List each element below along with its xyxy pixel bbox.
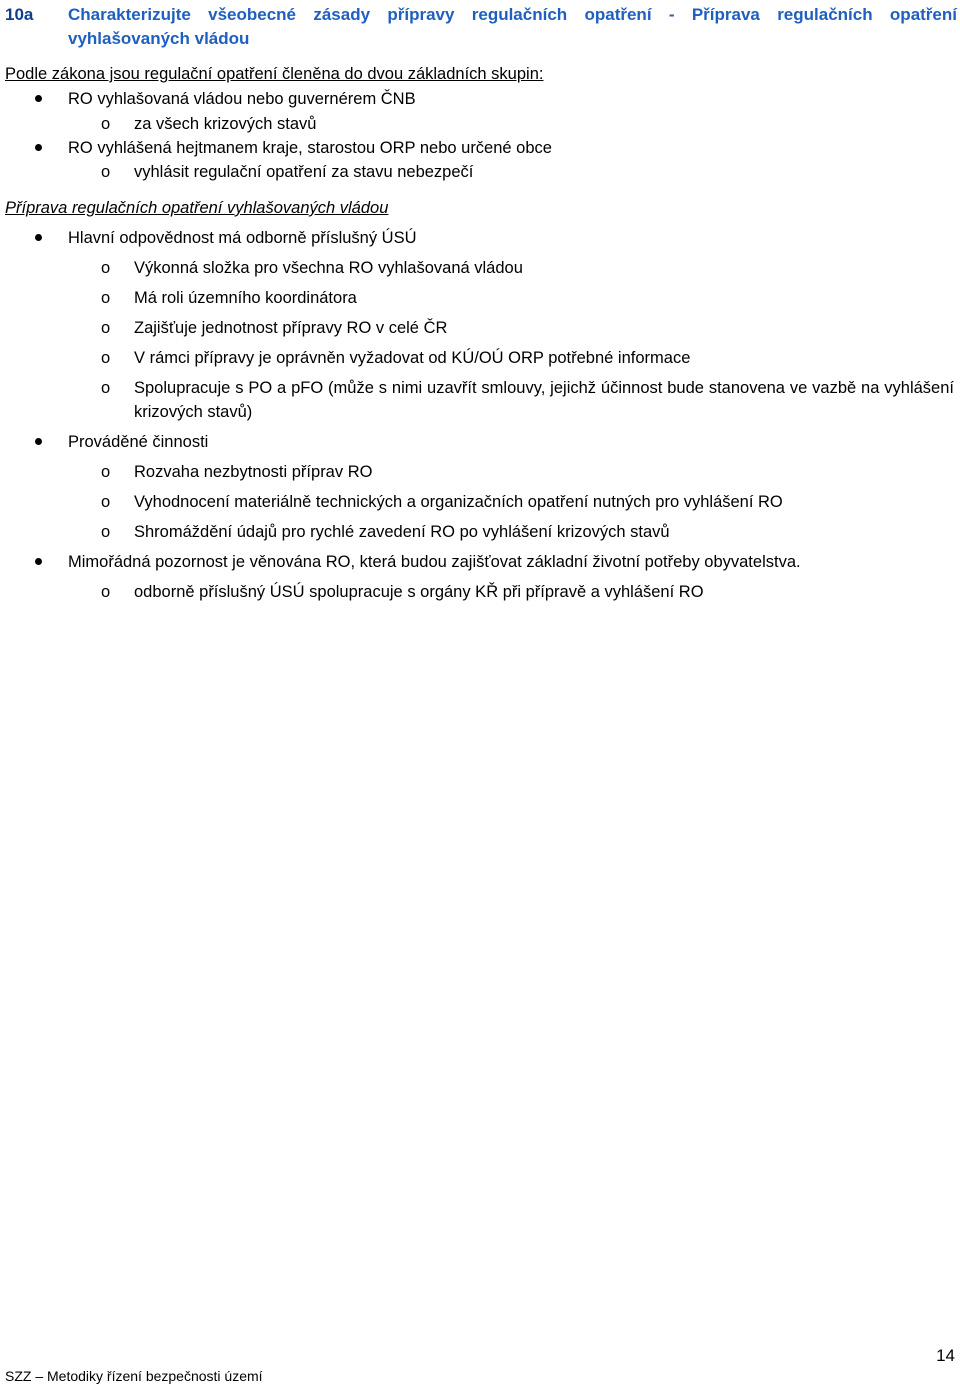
subheading: Příprava regulačních opatření vyhlašovaných vládou — [5, 199, 389, 217]
list-item: odborně příslušný ÚSÚ spolupracuje s orgány KŘ při přípravě a vyhlášení RO — [134, 583, 704, 601]
group-1-label: RO vyhlašovaná vládou nebo guvernérem ČNB — [68, 90, 416, 108]
list-item: Rozvaha nezbytnosti příprav RO — [134, 463, 373, 481]
sub-bullet-icon: o — [101, 115, 111, 133]
sub-bullet-icon: o — [101, 349, 111, 367]
bullet-icon — [35, 558, 42, 565]
bullet-icon — [35, 234, 42, 241]
list-item: Vyhodnocení materiálně technických a organizačních opatření nutných pro vyhlášení RO — [134, 493, 783, 511]
sub-bullet-icon: o — [101, 493, 111, 511]
list-item: Má roli územního koordinátora — [134, 289, 357, 307]
sub-bullet-icon: o — [101, 259, 111, 277]
bullet-1-label: Hlavní odpovědnost má odborně příslušný ÚSÚ — [68, 229, 417, 247]
group-2-sub: vyhlásit regulační opatření za stavu nebezpečí — [134, 163, 474, 181]
bullet-icon — [35, 144, 42, 151]
intro-paragraph — [5, 63, 543, 85]
intro-text: Podle zákona jsou regulační opatření členěna do dvou základních skupin: — [5, 65, 544, 83]
list-item: V rámci přípravy je oprávněn vyžadovat od KÚ/OÚ ORP potřebné informace — [134, 349, 691, 367]
group-1-sub: za všech krizových stavů — [134, 115, 317, 133]
sub-bullet-icon: o — [101, 319, 111, 337]
section-number: 10a — [5, 5, 34, 24]
sub-bullet-icon: o — [101, 379, 111, 397]
sub-bullet-icon: o — [101, 523, 111, 541]
list-item: Spolupracuje s PO a pFO (může s nimi uzavřít smlouvy, jejichž účinnost bude stanovena ve vazbě na vyhlášení krizových stavů) — [134, 379, 954, 421]
page-number: 14 — [936, 1346, 955, 1365]
sub-bullet-icon: o — [101, 463, 111, 481]
sub-bullet-icon: o — [101, 583, 111, 601]
group-2-label: RO vyhlášená hejtmanem kraje, starostou ORP nebo určené obce — [68, 139, 552, 157]
footer-text: SZZ – Metodiky řízení bezpečnosti území — [5, 1368, 263, 1384]
list-item: Shromáždění údajů pro rychlé zavedení RO po vyhlášení krizových stavů — [134, 523, 670, 541]
sub-bullet-icon: o — [101, 289, 111, 307]
bullet-3-label: Mimořádná pozornost je věnována RO, která budou zajišťovat základní životní potřeby obyvatelstva. — [68, 553, 801, 571]
sub-bullet-icon: o — [101, 163, 111, 181]
bullet-icon — [35, 438, 42, 445]
list-item: Výkonná složka pro všechna RO vyhlašovaná vládou — [134, 259, 523, 277]
bullet-icon — [35, 95, 42, 102]
list-item: Zajišťuje jednotnost přípravy RO v celé ČR — [134, 319, 448, 337]
bullet-2-label: Prováděné činnosti — [68, 433, 209, 451]
section-title: Charakterizujte všeobecné zásady přípravy regulačních opatření - Příprava regulačních opatření vyhlašovaných vládou — [68, 5, 957, 48]
